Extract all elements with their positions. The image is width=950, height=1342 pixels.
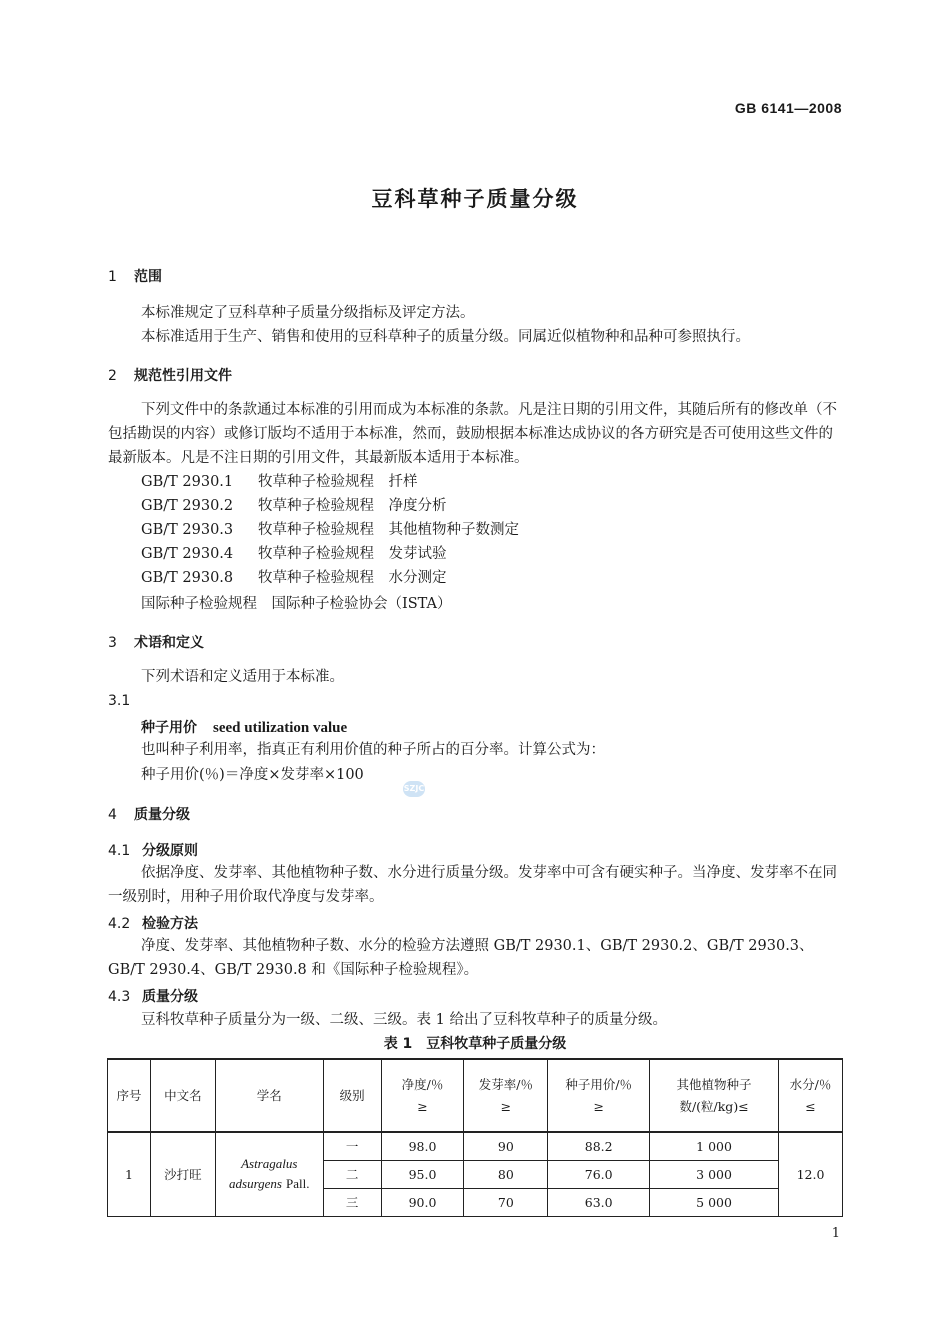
cell-other-seeds: 1 000	[650, 1132, 779, 1160]
cell-other-seeds: 5 000	[650, 1188, 779, 1216]
section-2-heading	[108, 365, 232, 385]
cell-cn-name: 沙打旺	[150, 1132, 215, 1216]
subsection-number: 3.1	[108, 693, 131, 709]
document-title: 豆科草种子质量分级	[371, 187, 579, 211]
subsection-4-3-heading	[108, 986, 198, 1006]
subsection-title: 质量分级	[142, 989, 198, 1005]
page-number: 1	[831, 1226, 840, 1241]
subsection-number: 4.2	[108, 916, 131, 932]
subsection-3-1-heading	[108, 693, 142, 709]
subsection-number: 4.3	[108, 989, 131, 1005]
header-sub: ≥	[417, 1098, 428, 1114]
header-label: 发芽率/％	[478, 1076, 533, 1092]
cell-utilization-value: 63.0	[548, 1188, 650, 1216]
paragraph: 净度、发芽率、其他植物种子数、水分的检验方法遵照 GB/T 2930.1、GB/T 2930.2、GB/T 2930.3、GB/T 2930.4、GB/T 2930.8 和《国际种子检验规程》。	[108, 938, 814, 978]
reference-title: 牧草种子检验规程 净度分析	[258, 498, 447, 514]
paragraph: 依据净度、发芽率、其他植物种子数、水分进行质量分级。发芽率中可含有硬实种子。当净度、发芽率不在同一级别时，用种子用价取代净度与发芽率。	[108, 865, 837, 905]
header-germination	[464, 1059, 548, 1132]
section-number: 1	[108, 269, 117, 285]
cell-utilization-value: 76.0	[548, 1160, 650, 1188]
reference-item-ista: 国际种子检验规程 国际种子检验协会（ISTA）	[141, 596, 452, 612]
reference-item	[141, 494, 447, 518]
reference-item	[141, 470, 418, 494]
subsection-title: 分级原则	[142, 843, 198, 859]
header-label: 种子用价/％	[565, 1076, 633, 1092]
paragraph: 本标准适用于生产、销售和使用的豆科草种子的质量分级。同属近似植物种和品种可参照执行。	[141, 329, 750, 345]
header-sci-name: 学名	[215, 1059, 323, 1132]
quality-grade-table	[107, 1058, 843, 1217]
cell-sci-name	[215, 1132, 323, 1216]
reference-code: GB/T 2930.4	[141, 546, 234, 562]
reference-title: 牧草种子检验规程 其他植物种子数测定	[258, 522, 519, 538]
reference-item	[141, 518, 519, 542]
reference-title: 牧草种子检验规程 水分测定	[258, 570, 447, 586]
section-title: 范围	[134, 269, 162, 285]
reference-title: 牧草种子检验规程 发芽试验	[258, 546, 447, 562]
section-number: 4	[108, 807, 117, 823]
section-3-heading	[108, 632, 204, 652]
cell-grade: 一	[323, 1132, 381, 1160]
section-title: 规范性引用文件	[134, 368, 232, 384]
sci-epithet: adsurgens	[229, 1176, 282, 1192]
paragraph: 下列文件中的条款通过本标准的引用而成为本标准的条款。凡是注日期的引用文件，其随后所有的修改单（不包括勘误的内容）或修订版均不适用于本标准，然而，鼓励根据本标准达成协议的各方研究是否可使用这些文件的最新版本。凡是不注日期的引用文件，其最新版本适用于本标准。	[108, 402, 837, 466]
header-label: 其他植物种子	[676, 1076, 752, 1092]
table-row	[108, 1132, 843, 1160]
cell-purity: 98.0	[381, 1132, 464, 1160]
cell-germination: 70	[464, 1188, 548, 1216]
table-caption: 表 1 豆科牧草种子质量分级	[383, 1036, 567, 1052]
header-label: 水分/％	[789, 1076, 832, 1092]
reference-item	[141, 542, 447, 566]
cell-purity: 90.0	[381, 1188, 464, 1216]
reference-code: GB/T 2930.1	[141, 474, 234, 490]
header-label: 净度/％	[401, 1076, 444, 1092]
table-header-row	[108, 1059, 843, 1132]
header-sub: ≥	[500, 1098, 512, 1114]
paragraph: 豆科牧草种子质量分为一级、二级、三级。表 1 给出了豆科牧草种子的质量分级。	[141, 1012, 667, 1028]
header-utilization-value	[548, 1059, 650, 1132]
subsection-number: 4.1	[108, 843, 131, 859]
subsection-title: 检验方法	[142, 916, 198, 932]
cell-moisture: 12.0	[778, 1132, 842, 1216]
cell-other-seeds: 3 000	[650, 1160, 779, 1188]
section-number: 3	[108, 635, 117, 651]
term-chinese: 种子用价	[141, 720, 197, 736]
term-definition: 也叫种子利用率，指真正有利用价值的种子所占的百分率。计算公式为：	[141, 742, 605, 758]
cell-seq: 1	[108, 1132, 151, 1216]
section-1-heading	[108, 266, 162, 286]
subsection-4-2-heading	[108, 913, 198, 933]
reference-code: GB/T 2930.2	[141, 498, 234, 514]
cell-utilization-value: 88.2	[548, 1132, 650, 1160]
header-purity	[381, 1059, 464, 1132]
header-grade: 级别	[323, 1059, 381, 1132]
cell-grade: 三	[323, 1188, 381, 1216]
paragraph: 下列术语和定义适用于本标准。	[141, 669, 344, 685]
sci-genus: Astragalus	[241, 1156, 298, 1172]
formula: 种子用价(％)＝净度×发芽率×100	[141, 767, 364, 783]
reference-code: GB/T 2930.3	[141, 522, 234, 538]
reference-item	[141, 566, 447, 590]
header-sub: ≥	[593, 1098, 604, 1114]
section-number: 2	[108, 368, 117, 384]
standard-code: GB 6141—2008	[734, 100, 842, 116]
header-other-seeds	[650, 1059, 779, 1132]
term-entry	[141, 717, 347, 737]
reference-code: GB/T 2930.8	[141, 570, 234, 586]
reference-title: 牧草种子检验规程 扦样	[258, 474, 418, 490]
section-title: 术语和定义	[134, 635, 204, 651]
cell-purity: 95.0	[381, 1160, 464, 1188]
cell-germination: 80	[464, 1160, 548, 1188]
cell-grade: 二	[323, 1160, 381, 1188]
header-cn-name: 中文名	[150, 1059, 215, 1132]
header-seq: 序号	[108, 1059, 151, 1132]
section-title: 质量分级	[134, 807, 190, 823]
sci-author: Pall.	[285, 1176, 310, 1192]
cell-germination: 90	[464, 1132, 548, 1160]
term-english: seed utilization value	[213, 720, 348, 736]
watermark-logo: SZJC	[403, 781, 425, 797]
paragraph: 本标准规定了豆科草种子质量分级指标及评定方法。	[141, 305, 475, 321]
header-moisture	[778, 1059, 842, 1132]
header-sub: 数/(粒/kg)≤	[679, 1098, 749, 1114]
header-sub: ≤	[805, 1098, 816, 1114]
subsection-4-1-heading	[108, 840, 198, 860]
section-4-heading	[108, 804, 190, 824]
